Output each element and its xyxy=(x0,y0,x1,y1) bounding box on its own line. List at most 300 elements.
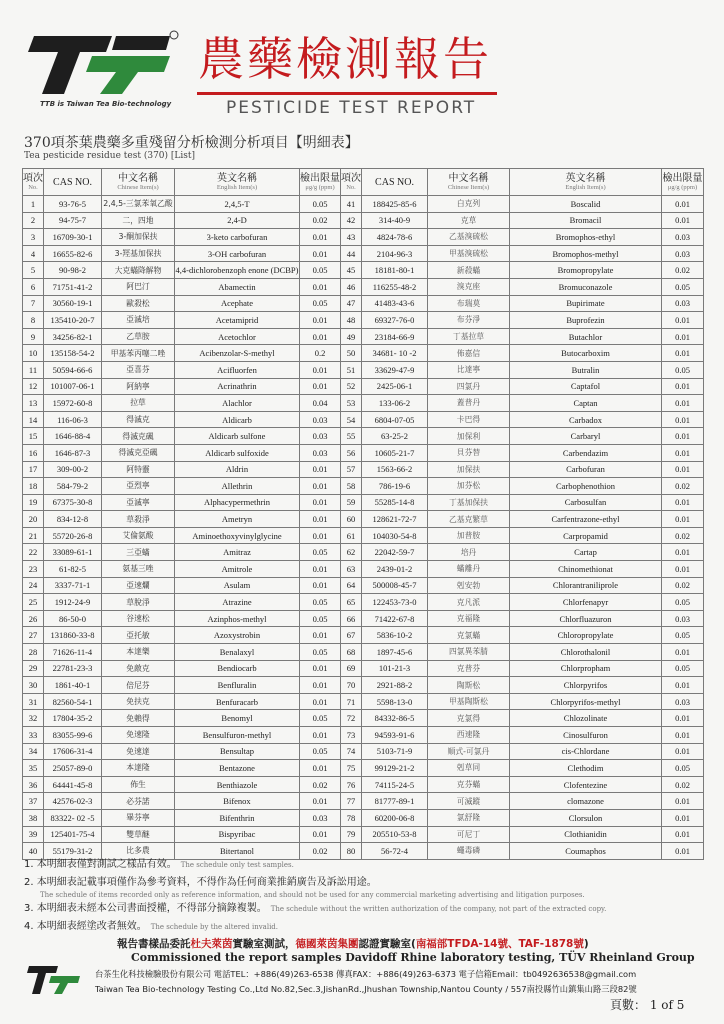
cell-zh: 草脫淨 xyxy=(102,594,175,611)
cell-no: 46 xyxy=(341,278,362,295)
cell-limit: 0.01 xyxy=(300,561,341,578)
cell-cas: 63-25-2 xyxy=(362,428,428,445)
table-row xyxy=(23,196,704,213)
cell-en: Alachlor xyxy=(175,395,300,412)
cell-en: Bispyribac xyxy=(175,826,300,843)
table-row xyxy=(23,577,704,594)
table-row xyxy=(23,361,704,378)
table-row xyxy=(23,262,704,279)
table-row xyxy=(23,743,704,760)
table-row xyxy=(23,278,704,295)
cell-limit: 0.01 xyxy=(662,644,704,661)
cell-limit: 0.01 xyxy=(300,278,341,295)
cell-zh: 丁基拉草 xyxy=(428,328,510,345)
cell-en: Bromophos-methyl xyxy=(510,245,662,262)
table-row xyxy=(23,809,704,826)
cell-en: Bromuconazole xyxy=(510,278,662,295)
cell-limit: 0.01 xyxy=(300,760,341,777)
cell-cas: 122453-73-0 xyxy=(362,594,428,611)
cell-limit: 0.02 xyxy=(662,577,704,594)
cell-en: Atrazine xyxy=(175,594,300,611)
cell-limit: 0.01 xyxy=(662,561,704,578)
cell-cas: 101007-06-1 xyxy=(44,378,102,395)
cell-en: Butocarboxim xyxy=(510,345,662,362)
cell-zh: 免敵克 xyxy=(102,660,175,677)
cell-limit: 0.01 xyxy=(662,494,704,511)
cell-zh: 蓋普丹 xyxy=(428,395,510,412)
cell-limit: 0.01 xyxy=(662,544,704,561)
cell-limit: 0.03 xyxy=(300,809,341,826)
cell-no: 4 xyxy=(23,245,44,262)
cell-en: Carbendazim xyxy=(510,444,662,461)
cell-cas: 5836-10-2 xyxy=(362,627,428,644)
header-name-zh: 中文名稱 Chinese Item(s) xyxy=(428,169,510,196)
cell-limit: 0.01 xyxy=(300,511,341,528)
cell-no: 41 xyxy=(341,196,362,213)
cell-zh: 免速達 xyxy=(102,743,175,760)
table-row xyxy=(23,760,704,777)
cell-zh: 貝芬替 xyxy=(428,444,510,461)
cell-cas: 1646-87-3 xyxy=(44,444,102,461)
cell-limit: 0.01 xyxy=(662,212,704,229)
cell-cas: 34681- 10 -2 xyxy=(362,345,428,362)
cell-en: Bendiocarb xyxy=(175,660,300,677)
cell-en: Aldicarb sulfone xyxy=(175,428,300,445)
cell-en: Bupirimate xyxy=(510,295,662,312)
cell-no: 27 xyxy=(23,627,44,644)
cell-no: 80 xyxy=(341,843,362,860)
cell-cas: 2921-88-2 xyxy=(362,677,428,694)
cell-en: Aldicarb xyxy=(175,411,300,428)
cell-cas: 60200-06-8 xyxy=(362,809,428,826)
cell-en: 2,4-D xyxy=(175,212,300,229)
cell-en: 4,4-dichlorobenzoph enone (DCBP) xyxy=(175,262,300,279)
cell-zh: 加芬松 xyxy=(428,478,510,495)
cell-en: Chlorfluazuron xyxy=(510,610,662,627)
cell-no: 26 xyxy=(23,610,44,627)
cell-zh: 剋安勃 xyxy=(428,577,510,594)
cell-cas: 15972-60-8 xyxy=(44,395,102,412)
cell-no: 2 xyxy=(23,212,44,229)
cell-cas: 1646-88-4 xyxy=(44,428,102,445)
note-item: 4. 本明細表經塗改者無效。 The schedule by the altered invalid. xyxy=(24,921,279,932)
cell-no: 23 xyxy=(23,561,44,578)
cell-limit: 0.2 xyxy=(300,345,341,362)
cell-no: 34 xyxy=(23,743,44,760)
cell-limit: 0.01 xyxy=(300,245,341,262)
cell-limit: 0.02 xyxy=(662,478,704,495)
cell-cas: 33089-61-1 xyxy=(44,544,102,561)
cell-zh: 順式-可氯丹 xyxy=(428,743,510,760)
commission-en: Commissioned the report samples Davidoff Rhine laboratory testing, TÜV Rheinland Group xyxy=(131,951,695,964)
cell-en: Chlorothalonil xyxy=(510,644,662,661)
list-title-zh: 370項茶葉農藥多重殘留分析檢測分析項目【明細表】 xyxy=(24,135,359,151)
cell-limit: 0.01 xyxy=(300,378,341,395)
cell-en: Chlorpropham xyxy=(510,660,662,677)
cell-no: 6 xyxy=(23,278,44,295)
cell-no: 49 xyxy=(341,328,362,345)
cell-no: 1 xyxy=(23,196,44,213)
note-item: 1. 本明細表僅對測試之樣品有效。 The schedule only test samples. xyxy=(24,859,294,870)
cell-cas: 205510-53-8 xyxy=(362,826,428,843)
table-row xyxy=(23,411,704,428)
cell-zh: 草殺淨 xyxy=(102,511,175,528)
cell-limit: 0.05 xyxy=(662,594,704,611)
cell-limit: 0.05 xyxy=(300,610,341,627)
cell-limit: 0.05 xyxy=(662,627,704,644)
cell-cas: 131860-33-8 xyxy=(44,627,102,644)
report-title-zh: 農藥檢測報告 xyxy=(198,32,492,86)
table-row xyxy=(23,594,704,611)
cell-cas: 104030-54-8 xyxy=(362,527,428,544)
cell-no: 63 xyxy=(341,561,362,578)
cell-zh: 培丹 xyxy=(428,544,510,561)
cell-cas: 30560-19-1 xyxy=(44,295,102,312)
cell-en: Chloropropylate xyxy=(510,627,662,644)
table-row xyxy=(23,395,704,412)
cell-limit: 0.05 xyxy=(300,710,341,727)
cell-cas: 584-79-2 xyxy=(44,478,102,495)
cell-zh: 甲基溴硫松 xyxy=(428,245,510,262)
cell-limit: 0.01 xyxy=(300,826,341,843)
cell-zh: 加保利 xyxy=(428,428,510,445)
cell-cas: 1912-24-9 xyxy=(44,594,102,611)
cell-limit: 0.01 xyxy=(662,677,704,694)
cell-no: 40 xyxy=(23,843,44,860)
cell-en: Carbosulfan xyxy=(510,494,662,511)
header-no: 項次 No. xyxy=(341,169,362,196)
cell-en: Captan xyxy=(510,395,662,412)
cell-en: Bensultap xyxy=(175,743,300,760)
cell-en: Chlorantraniliprole xyxy=(510,577,662,594)
cell-cas: 188425-85-6 xyxy=(362,196,428,213)
cell-cas: 135410-20-7 xyxy=(44,312,102,329)
cell-cas: 94593-91-6 xyxy=(362,727,428,744)
cell-limit: 0.05 xyxy=(300,743,341,760)
cell-no: 7 xyxy=(23,295,44,312)
cell-en: Boscalid xyxy=(510,196,662,213)
table-row xyxy=(23,328,704,345)
cell-en: Carpropamid xyxy=(510,527,662,544)
cell-zh: 本達隆 xyxy=(102,760,175,777)
cell-en: Butralin xyxy=(510,361,662,378)
cell-no: 8 xyxy=(23,312,44,329)
cell-no: 28 xyxy=(23,644,44,661)
cell-zh: 蠅毒磷 xyxy=(428,843,510,860)
header-limit: 檢出限量 μg/g (ppm) xyxy=(662,169,704,196)
cell-zh: 亞滅培 xyxy=(102,312,175,329)
cell-cas: 16655-82-6 xyxy=(44,245,102,262)
ttb-small-logo-icon xyxy=(24,962,84,998)
cell-no: 35 xyxy=(23,760,44,777)
cell-cas: 55285-14-8 xyxy=(362,494,428,511)
cell-no: 5 xyxy=(23,262,44,279)
cell-no: 38 xyxy=(23,809,44,826)
header-name-en: 英文名稱 English Item(s) xyxy=(175,169,300,196)
cell-zh: 溴克座 xyxy=(428,278,510,295)
cell-en: Acifluorfen xyxy=(175,361,300,378)
cell-no: 73 xyxy=(341,727,362,744)
cell-limit: 0.03 xyxy=(300,428,341,445)
cell-en: Carbophenothion xyxy=(510,478,662,495)
cell-en: Butachlor xyxy=(510,328,662,345)
cell-cas: 82560-54-1 xyxy=(44,693,102,710)
cell-limit: 0.01 xyxy=(300,361,341,378)
cell-limit: 0.01 xyxy=(662,843,704,860)
note-item: 3. 本明細表未經本公司書面授權，不得部分摘錄複製。 The schedule without the written authorization of the company, not part of the extracted copy. xyxy=(24,903,607,914)
header-name-zh: 中文名稱 Chinese Item(s) xyxy=(102,169,175,196)
cell-limit: 0.01 xyxy=(662,411,704,428)
cell-cas: 101-21-3 xyxy=(362,660,428,677)
cell-no: 18 xyxy=(23,478,44,495)
table-row xyxy=(23,212,704,229)
cell-zh: 四氯丹 xyxy=(428,378,510,395)
cell-cas: 86-50-0 xyxy=(44,610,102,627)
cell-cas: 61-82-5 xyxy=(44,561,102,578)
cell-cas: 99129-21-2 xyxy=(362,760,428,777)
cell-limit: 0.05 xyxy=(300,544,341,561)
header-name-en: 英文名稱 English Item(s) xyxy=(510,169,662,196)
table-row xyxy=(23,511,704,528)
cell-cas: 64441-45-8 xyxy=(44,776,102,793)
cell-en: Clothianidin xyxy=(510,826,662,843)
table-row xyxy=(23,312,704,329)
cell-zh: 3-羥基加保扶 xyxy=(102,245,175,262)
company-address-en: Taiwan Tea Bio-technology Testing Co.,Ltd No.82,Sec.3,JishanRd.,Jhushan Township,Nantou County / 557南投縣竹山鎮集山路三段82號 xyxy=(95,984,637,994)
cell-no: 29 xyxy=(23,660,44,677)
cell-no: 60 xyxy=(341,511,362,528)
cell-en: Amitrole xyxy=(175,561,300,578)
table-row xyxy=(23,461,704,478)
cell-limit: 0.01 xyxy=(662,826,704,843)
cell-zh: 克氯得 xyxy=(428,710,510,727)
cell-limit: 0.01 xyxy=(662,743,704,760)
cell-zh: 得滅克碸 xyxy=(102,428,175,445)
cell-zh: 剋草同 xyxy=(428,760,510,777)
cell-zh: 阿納寧 xyxy=(102,378,175,395)
cell-limit: 0.01 xyxy=(300,660,341,677)
cell-limit: 0.05 xyxy=(300,295,341,312)
cell-cas: 6804-07-05 xyxy=(362,411,428,428)
cell-zh: 乙基溴硫松 xyxy=(428,229,510,246)
cell-no: 19 xyxy=(23,494,44,511)
cell-en: Clorsulon xyxy=(510,809,662,826)
cell-zh: 三亞蟎 xyxy=(102,544,175,561)
cell-limit: 0.05 xyxy=(300,262,341,279)
cell-no: 36 xyxy=(23,776,44,793)
cell-cas: 18181-80-1 xyxy=(362,262,428,279)
cell-en: Allethrin xyxy=(175,478,300,495)
cell-zh: 拉草 xyxy=(102,395,175,412)
cell-limit: 0.03 xyxy=(300,444,341,461)
cell-cas: 133-06-2 xyxy=(362,395,428,412)
cell-limit: 0.05 xyxy=(300,196,341,213)
cell-no: 15 xyxy=(23,428,44,445)
cell-cas: 16709-30-1 xyxy=(44,229,102,246)
cell-en: Benfluralin xyxy=(175,677,300,694)
table-row xyxy=(23,527,704,544)
cell-zh: 加普胺 xyxy=(428,527,510,544)
cell-zh: 歐殺松 xyxy=(102,295,175,312)
cell-cas: 135158-54-2 xyxy=(44,345,102,362)
cell-limit: 0.01 xyxy=(300,229,341,246)
cell-no: 16 xyxy=(23,444,44,461)
cell-no: 17 xyxy=(23,461,44,478)
cell-no: 47 xyxy=(341,295,362,312)
cell-en: Chinomethionat xyxy=(510,561,662,578)
cell-no: 13 xyxy=(23,395,44,412)
pesticide-table xyxy=(22,168,704,860)
table-row xyxy=(23,345,704,362)
cell-en: Abamectin xyxy=(175,278,300,295)
cell-zh: 克凡派 xyxy=(428,594,510,611)
report-title-en: PESTICIDE TEST REPORT xyxy=(226,98,477,118)
cell-limit: 0.01 xyxy=(300,461,341,478)
cell-no: 66 xyxy=(341,610,362,627)
cell-zh: 免速隆 xyxy=(102,727,175,744)
cell-no: 42 xyxy=(341,212,362,229)
table-row xyxy=(23,494,704,511)
cell-no: 57 xyxy=(341,461,362,478)
cell-en: Carbaryl xyxy=(510,428,662,445)
cell-zh: 甲基陶斯松 xyxy=(428,693,510,710)
cell-cas: 84332-86-5 xyxy=(362,710,428,727)
table-row xyxy=(23,444,704,461)
cell-limit: 0.01 xyxy=(662,809,704,826)
header-cas: CAS NO. xyxy=(44,169,102,196)
cell-cas: 17606-31-4 xyxy=(44,743,102,760)
cell-en: Aminoethoxyvinylglycine xyxy=(175,527,300,544)
cell-en: Aldicarb sulfoxide xyxy=(175,444,300,461)
cell-zh: 乙基克繁草 xyxy=(428,511,510,528)
cell-en: Chlorpyrifos-methyl xyxy=(510,693,662,710)
cell-zh: 比多農 xyxy=(102,843,175,860)
cell-en: clomazone xyxy=(510,793,662,810)
cell-cas: 74115-24-5 xyxy=(362,776,428,793)
cell-en: Clofentezine xyxy=(510,776,662,793)
cell-cas: 1861-40-1 xyxy=(44,677,102,694)
cell-en: Bentazone xyxy=(175,760,300,777)
cell-zh: 佈嘉信 xyxy=(428,345,510,362)
table-row xyxy=(23,677,704,694)
cell-en: Bromophos-ethyl xyxy=(510,229,662,246)
list-title-en: Tea pesticide residue test (370) [List] xyxy=(24,151,196,161)
cell-cas: 5103-71-9 xyxy=(362,743,428,760)
cell-zh: 本達樂 xyxy=(102,644,175,661)
company-contact-zh: 台茶生化科技檢驗股份有限公司 電話TEL：+886(49)263-6538 傳真FAX：+886(49)263-6373 電子信箱Email：tb0492636538@gmail.com xyxy=(95,969,637,979)
cell-no: 78 xyxy=(341,809,362,826)
cell-limit: 0.05 xyxy=(662,278,704,295)
cell-zh: 谷速松 xyxy=(102,610,175,627)
header-no: 項次 No. xyxy=(23,169,44,196)
cell-en: Bifenthrin xyxy=(175,809,300,826)
cell-en: Bensulfuron-methyl xyxy=(175,727,300,744)
table-row xyxy=(23,776,704,793)
cell-no: 77 xyxy=(341,793,362,810)
cell-limit: 0.01 xyxy=(300,577,341,594)
cell-no: 65 xyxy=(341,594,362,611)
cell-zh: 布芬淨 xyxy=(428,312,510,329)
cell-limit: 0.02 xyxy=(300,776,341,793)
cell-zh: 白克列 xyxy=(428,196,510,213)
cell-limit: 0.01 xyxy=(300,693,341,710)
cell-zh: 克氯蟎 xyxy=(428,627,510,644)
cell-no: 14 xyxy=(23,411,44,428)
cell-cas: 309-00-2 xyxy=(44,461,102,478)
cell-zh: 比達寧 xyxy=(428,361,510,378)
cell-no: 48 xyxy=(341,312,362,329)
cell-limit: 0.02 xyxy=(662,262,704,279)
cell-cas: 83055-99-6 xyxy=(44,727,102,744)
cell-cas: 2439-01-2 xyxy=(362,561,428,578)
table-row xyxy=(23,561,704,578)
cell-limit: 0.05 xyxy=(662,760,704,777)
cell-en: Acetamiprid xyxy=(175,312,300,329)
cell-zh: 西速隆 xyxy=(428,727,510,744)
cell-limit: 0.02 xyxy=(662,776,704,793)
cell-no: 50 xyxy=(341,345,362,362)
cell-no: 9 xyxy=(23,328,44,345)
cell-no: 10 xyxy=(23,345,44,362)
cell-limit: 0.01 xyxy=(662,444,704,461)
cell-en: Azoxystrobin xyxy=(175,627,300,644)
table-row xyxy=(23,644,704,661)
cell-no: 25 xyxy=(23,594,44,611)
cell-limit: 0.03 xyxy=(662,693,704,710)
cell-limit: 0.02 xyxy=(300,212,341,229)
report-header xyxy=(0,0,724,122)
cell-zh: 二，四地 xyxy=(102,212,175,229)
cell-en: Carbofuran xyxy=(510,461,662,478)
cell-en: Cartap xyxy=(510,544,662,561)
table-row xyxy=(23,727,704,744)
cell-no: 76 xyxy=(341,776,362,793)
cell-cas: 1897-45-6 xyxy=(362,644,428,661)
cell-cas: 67375-30-8 xyxy=(44,494,102,511)
cell-zh: 倍尼芬 xyxy=(102,677,175,694)
cell-zh: 卡巴得 xyxy=(428,411,510,428)
cell-zh: 蟎離丹 xyxy=(428,561,510,578)
cell-limit: 0.03 xyxy=(662,610,704,627)
cell-cas: 5598-13-0 xyxy=(362,693,428,710)
cell-zh: 亞烈寧 xyxy=(102,478,175,495)
cell-limit: 0.01 xyxy=(662,312,704,329)
cell-zh: 得滅克 xyxy=(102,411,175,428)
cell-zh: 免扶克 xyxy=(102,693,175,710)
cell-cas: 81777-89-1 xyxy=(362,793,428,810)
cell-cas: 23184-66-9 xyxy=(362,328,428,345)
cell-no: 30 xyxy=(23,677,44,694)
cell-no: 31 xyxy=(23,693,44,710)
cell-no: 79 xyxy=(341,826,362,843)
cell-no: 44 xyxy=(341,245,362,262)
cell-no: 39 xyxy=(23,826,44,843)
cell-zh: 免賴得 xyxy=(102,710,175,727)
cell-limit: 0.03 xyxy=(662,229,704,246)
cell-cas: 93-76-5 xyxy=(44,196,102,213)
table-row xyxy=(23,478,704,495)
cell-limit: 0.05 xyxy=(662,660,704,677)
cell-no: 61 xyxy=(341,527,362,544)
cell-en: Bromacil xyxy=(510,212,662,229)
cell-cas: 116255-48-2 xyxy=(362,278,428,295)
ttb-logo-icon xyxy=(20,30,180,100)
cell-no: 67 xyxy=(341,627,362,644)
cell-cas: 2104-96-3 xyxy=(362,245,428,262)
commission-zh: 報告書樣品委託杜夫萊茵實驗室測試，德國萊茵集團認證實驗室(南福部TFDA-14號、TAF-1878號) xyxy=(117,938,589,950)
cell-zh: 可尼丁 xyxy=(428,826,510,843)
cell-limit: 0.01 xyxy=(662,395,704,412)
